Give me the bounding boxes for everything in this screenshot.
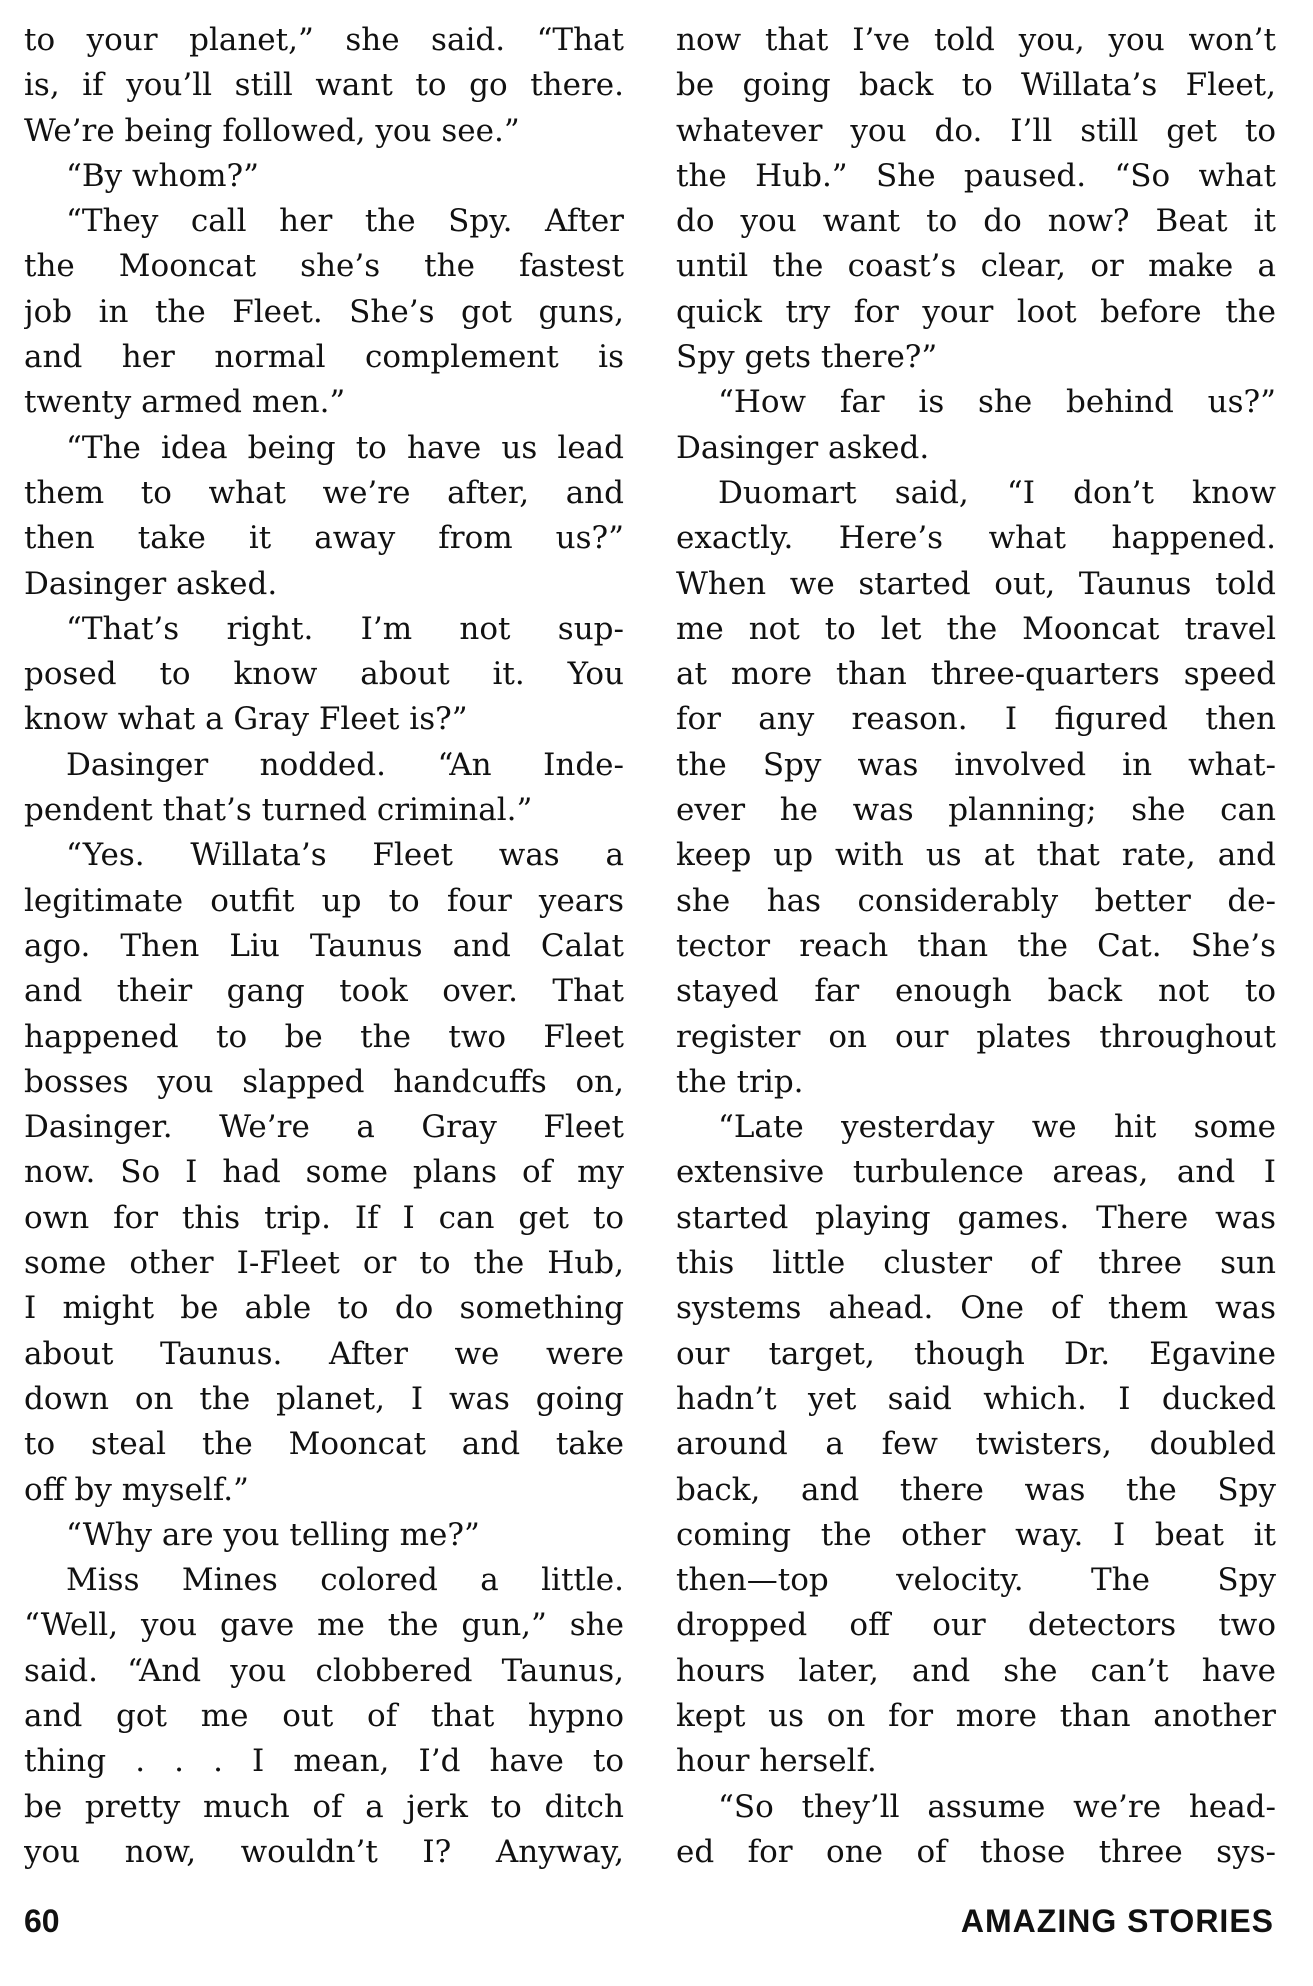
text-line: kept us on for more than another (676, 1697, 1276, 1734)
text-line: know what a Gray Fleet is?” (24, 701, 468, 738)
text-line: “How far is she behind us?” (718, 384, 1276, 421)
text-line: now. So I had some plans of my (24, 1154, 624, 1191)
text-line: “That’s right. I’m not sup- (66, 610, 624, 647)
text-line: started playing games. There was (676, 1199, 1276, 1236)
text-line: at more than three-quarters speed (676, 656, 1276, 693)
text-line: the Mooncat she’s the fastest (24, 248, 624, 285)
text-line: “Why are you telling me?” (66, 1516, 480, 1553)
text-line: me not to let the Mooncat travel (676, 610, 1276, 647)
text-line: hadn’t yet said which. I ducked (676, 1380, 1276, 1417)
text-line: then take it away from us?” (24, 520, 624, 557)
page-footer (24, 1896, 1274, 1946)
text-line: you now, wouldn’t I? Anyway, (24, 1833, 624, 1870)
text-line: “So they’ll assume we’re head- (718, 1788, 1276, 1825)
text-line: about Taunus. After we were (24, 1335, 624, 1372)
text-line: is, if you’ll still want to go there. (24, 67, 624, 104)
text-line: off by myself.” (24, 1471, 249, 1508)
text-line: tector reach than the Cat. She’s (676, 927, 1276, 964)
text-line: ago. Then Liu Taunus and Calat (24, 927, 624, 964)
text-line: do you want to do now? Beat it (676, 203, 1276, 240)
text-line: Miss Mines colored a little. (66, 1562, 624, 1599)
text-line: twenty armed men.” (24, 384, 346, 421)
text-line: whatever you do. I’ll still get to (676, 112, 1276, 149)
text-line: job in the Fleet. She’s got guns, (24, 293, 624, 330)
text-line: keep up with us at that rate, and (676, 837, 1276, 874)
page-number: 60 (24, 1903, 60, 1939)
text-line: and their gang took over. That (24, 973, 624, 1010)
text-line: stayed far enough back not to (676, 973, 1276, 1010)
text-line: thing . . . I mean, I’d have to (24, 1743, 624, 1780)
text-line: down on the planet, I was going (24, 1380, 624, 1417)
text-line: “By whom?” (66, 157, 260, 194)
text-line: to steal the Mooncat and take (24, 1426, 624, 1463)
text-line: Dasinger asked. (676, 429, 930, 466)
text-line: be going back to Willata’s Fleet, (676, 67, 1276, 104)
text-line: this little cluster of three sun (676, 1245, 1276, 1282)
text-line: exactly. Here’s what happened. (676, 520, 1276, 557)
text-line: around a few twisters, doubled (676, 1426, 1276, 1463)
text-line: Spy gets there?” (676, 339, 938, 376)
text-line: them to what we’re after, and (24, 474, 624, 511)
text-line: and her normal complement is (24, 339, 624, 376)
text-line: “They call her the Spy. After (66, 203, 624, 240)
text-line: systems ahead. One of them was (676, 1290, 1276, 1327)
text-line: ed for one of those three sys- (676, 1833, 1276, 1870)
text-line: then—top velocity. The Spy (676, 1562, 1276, 1599)
text-line: Duomart said, “I don’t know (718, 474, 1276, 511)
text-line: back, and there was the Spy (676, 1471, 1276, 1508)
text-line: pendent that’s turned criminal.” (24, 792, 533, 829)
text-line: dropped off our detectors two (676, 1607, 1276, 1644)
text-line: ever he was planning; she can (676, 792, 1276, 829)
text-line: now that I’ve told you, you won’t (676, 22, 1276, 58)
text-line: hours later, and she can’t have (676, 1652, 1276, 1689)
text-line: said. “And you clobbered Taunus, (24, 1652, 624, 1689)
text-line: the trip. (676, 1063, 804, 1100)
text-line: We’re being followed, you see.” (24, 112, 520, 149)
text-line: When we started out, Taunus told (676, 565, 1276, 602)
text-line: Dasinger asked. (24, 565, 278, 602)
text-line: legitimate outfit up to four years (24, 882, 624, 919)
text-column-right (676, 18, 1276, 1875)
text-line: Dasinger. We’re a Gray Fleet (24, 1109, 624, 1146)
text-line: I might be able to do something (24, 1290, 624, 1327)
text-line: the Hub.” She paused. “So what (676, 157, 1276, 194)
text-line: she has considerably better de- (676, 882, 1276, 919)
text-line: coming the other way. I beat it (676, 1516, 1276, 1553)
text-line: and got me out of that hypno (24, 1697, 624, 1734)
text-line: some other I-Fleet or to the Hub, (24, 1245, 624, 1282)
text-line: “Late yesterday we hit some (718, 1109, 1276, 1146)
text-line: hour herself. (676, 1743, 877, 1780)
text-line: own for this trip. If I can get to (24, 1199, 624, 1236)
text-line: “The idea being to have us lead (66, 429, 624, 466)
text-line: extensive turbulence areas, and I (676, 1154, 1276, 1191)
running-title: AMAZING STORIES (960, 1903, 1274, 1939)
text-line: Dasinger nodded. “An Inde- (66, 746, 624, 783)
text-line: to your planet,” she said. “That (24, 22, 624, 58)
text-column-left (24, 18, 624, 1875)
text-line: bosses you slapped handcuffs on, (24, 1063, 624, 1100)
text-line: posed to know about it. You (24, 656, 624, 693)
text-line: for any reason. I figured then (676, 701, 1276, 738)
text-line: register on our plates throughout (676, 1018, 1276, 1055)
text-line: “Well, you gave me the gun,” she (24, 1607, 624, 1644)
text-line: quick try for your loot before the (676, 293, 1276, 330)
text-line: until the coast’s clear, or make a (676, 248, 1276, 285)
text-line: the Spy was involved in what- (676, 746, 1276, 783)
text-line: “Yes. Willata’s Fleet was a (66, 837, 624, 874)
text-line: happened to be the two Fleet (24, 1018, 624, 1055)
text-line: be pretty much of a jerk to ditch (24, 1788, 624, 1825)
text-line: our target, though Dr. Egavine (676, 1335, 1276, 1372)
